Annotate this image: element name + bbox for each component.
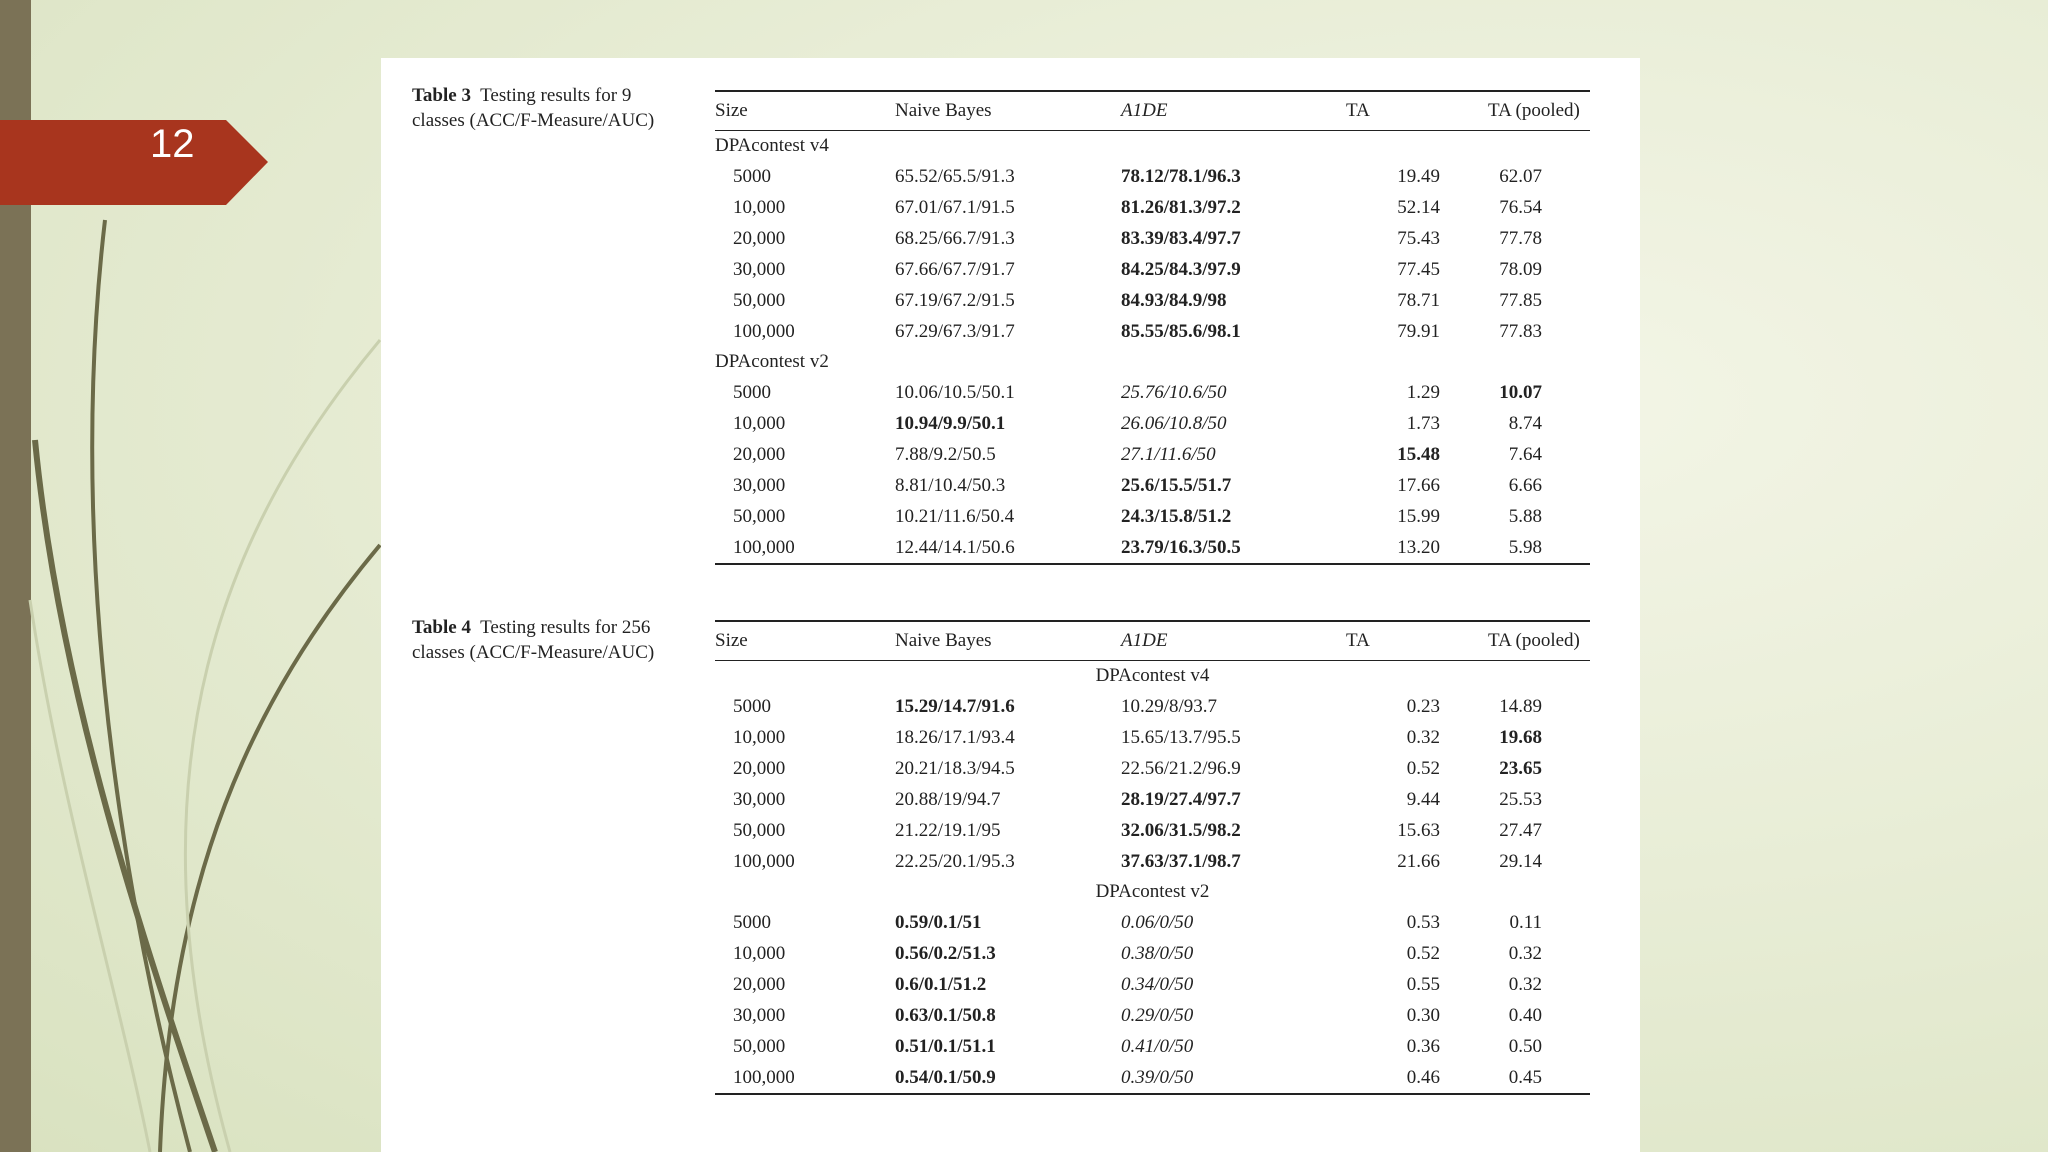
- group-label: DPAcontest v4: [715, 135, 829, 156]
- cell-ta-pooled: 5.98: [1508, 536, 1542, 558]
- cell-naive-bayes: 8.81/10.4/50.3: [895, 474, 1006, 496]
- table-row: [715, 907, 1590, 938]
- cell-a1de: 26.06/10.8/50: [1121, 412, 1227, 434]
- cell-ta-pooled: 6.66: [1508, 474, 1542, 496]
- cell-ta: 15.48: [1397, 443, 1440, 465]
- table-row: [715, 1031, 1590, 1062]
- cell-ta: 21.66: [1397, 850, 1440, 872]
- header-naive-bayes: Naive Bayes: [895, 630, 992, 651]
- cell-a1de: 0.38/0/50: [1121, 942, 1194, 964]
- cell-ta: 0.55: [1406, 973, 1440, 995]
- group-label: DPAcontest v2: [715, 351, 829, 372]
- cell-ta: 9.44: [1406, 788, 1440, 810]
- cell-ta: 13.20: [1397, 536, 1440, 558]
- table-row: [715, 691, 1590, 722]
- header-a1de: A1DE: [1121, 630, 1168, 651]
- table-row: [715, 532, 1590, 564]
- cell-ta-pooled: 0.40: [1508, 1004, 1542, 1026]
- cell-size: 50,000: [733, 289, 786, 311]
- cell-a1de: 37.63/37.1/98.7: [1121, 850, 1241, 872]
- cell-a1de: 23.79/16.3/50.5: [1121, 536, 1241, 558]
- table4-caption-text: Testing results for 256 classes (ACC/F-Measure/AUC): [412, 617, 655, 663]
- cell-ta: 0.30: [1406, 1004, 1440, 1026]
- header-ta: TA: [1346, 630, 1370, 651]
- table-row: [715, 1000, 1590, 1031]
- table4: [715, 620, 1590, 1095]
- cell-ta-pooled: 0.45: [1508, 1066, 1542, 1088]
- table-row: [715, 161, 1590, 192]
- cell-ta-pooled: 62.07: [1499, 165, 1542, 187]
- cell-naive-bayes: 20.21/18.3/94.5: [895, 757, 1015, 779]
- cell-ta-pooled: 5.88: [1508, 505, 1542, 527]
- cell-ta-pooled: 77.78: [1499, 227, 1542, 249]
- cell-a1de: 85.55/85.6/98.1: [1121, 320, 1241, 342]
- cell-a1de: 10.29/8/93.7: [1121, 695, 1218, 717]
- group-row: [715, 661, 1590, 692]
- header-naive-bayes: Naive Bayes: [895, 100, 992, 121]
- cell-ta-pooled: 77.83: [1499, 320, 1542, 342]
- cell-naive-bayes: 0.54/0.1/50.9: [895, 1066, 996, 1088]
- table-row: [715, 722, 1590, 753]
- cell-ta-pooled: 7.64: [1508, 443, 1542, 465]
- cell-a1de: 81.26/81.3/97.2: [1121, 196, 1241, 218]
- cell-ta: 1.73: [1406, 412, 1440, 434]
- table-row: [715, 377, 1590, 408]
- cell-a1de: 0.29/0/50: [1121, 1004, 1194, 1026]
- cell-size: 5000: [733, 381, 771, 403]
- cell-naive-bayes: 7.88/9.2/50.5: [895, 443, 996, 465]
- group-row: [715, 131, 1590, 162]
- table-row: [715, 439, 1590, 470]
- group-label: DPAcontest v2: [1095, 881, 1210, 902]
- cell-size: 100,000: [733, 536, 795, 558]
- header-ta-pooled: TA (pooled): [1488, 100, 1580, 121]
- cell-a1de: 0.39/0/50: [1121, 1066, 1194, 1088]
- cell-ta-pooled: 29.14: [1499, 850, 1542, 872]
- cell-size: 5000: [733, 165, 771, 187]
- cell-ta: 79.91: [1397, 320, 1440, 342]
- cell-a1de: 0.41/0/50: [1121, 1035, 1194, 1057]
- cell-naive-bayes: 10.06/10.5/50.1: [895, 381, 1015, 403]
- cell-ta-pooled: 0.11: [1509, 911, 1542, 933]
- header-size: Size: [715, 630, 748, 651]
- cell-ta: 0.53: [1406, 911, 1440, 933]
- cell-size: 10,000: [733, 942, 786, 964]
- cell-size: 10,000: [733, 196, 786, 218]
- table-row: [715, 753, 1590, 784]
- table4-caption: [412, 615, 682, 665]
- cell-a1de: 28.19/27.4/97.7: [1121, 788, 1241, 810]
- cell-ta: 1.29: [1406, 381, 1440, 403]
- cell-ta-pooled: 14.89: [1499, 695, 1542, 717]
- table4-caption-label: Table 4: [412, 617, 471, 638]
- cell-a1de: 22.56/21.2/96.9: [1121, 757, 1241, 779]
- cell-a1de: 24.3/15.8/51.2: [1121, 505, 1232, 527]
- cell-naive-bayes: 0.63/0.1/50.8: [895, 1004, 996, 1026]
- cell-size: 20,000: [733, 443, 786, 465]
- cell-ta: 0.32: [1406, 726, 1440, 748]
- cell-naive-bayes: 67.01/67.1/91.5: [895, 196, 1015, 218]
- cell-ta: 19.49: [1397, 165, 1440, 187]
- cell-naive-bayes: 0.51/0.1/51.1: [895, 1035, 996, 1057]
- cell-size: 50,000: [733, 505, 786, 527]
- table4-header-row: [715, 621, 1590, 661]
- cell-naive-bayes: 15.29/14.7/91.6: [895, 695, 1015, 717]
- cell-ta-pooled: 10.07: [1499, 381, 1542, 403]
- cell-ta-pooled: 0.50: [1508, 1035, 1542, 1057]
- cell-a1de: 84.93/84.9/98: [1121, 289, 1227, 311]
- slide-number: 12: [150, 122, 195, 166]
- cell-a1de: 84.25/84.3/97.9: [1121, 258, 1241, 280]
- cell-ta: 52.14: [1397, 196, 1440, 218]
- cell-naive-bayes: 68.25/66.7/91.3: [895, 227, 1015, 249]
- cell-naive-bayes: 21.22/19.1/95: [895, 819, 1001, 841]
- table-row: [715, 1062, 1590, 1094]
- table-row: [715, 408, 1590, 439]
- cell-ta-pooled: 27.47: [1499, 819, 1542, 841]
- cell-ta-pooled: 0.32: [1508, 942, 1542, 964]
- cell-a1de: 83.39/83.4/97.7: [1121, 227, 1241, 249]
- cell-naive-bayes: 12.44/14.1/50.6: [895, 536, 1015, 558]
- cell-naive-bayes: 22.25/20.1/95.3: [895, 850, 1015, 872]
- cell-naive-bayes: 10.21/11.6/50.4: [895, 505, 1015, 527]
- cell-ta: 0.46: [1406, 1066, 1440, 1088]
- cell-naive-bayes: 0.6/0.1/51.2: [895, 973, 987, 995]
- cell-ta: 0.36: [1406, 1035, 1440, 1057]
- table-row: [715, 938, 1590, 969]
- cell-size: 30,000: [733, 474, 786, 496]
- table-row: [715, 846, 1590, 877]
- cell-size: 100,000: [733, 850, 795, 872]
- header-ta-pooled: TA (pooled): [1488, 630, 1580, 651]
- cell-a1de: 27.1/11.6/50: [1121, 443, 1216, 465]
- cell-naive-bayes: 67.19/67.2/91.5: [895, 289, 1015, 311]
- cell-a1de: 0.34/0/50: [1121, 973, 1194, 995]
- cell-ta: 75.43: [1397, 227, 1440, 249]
- table-row: [715, 501, 1590, 532]
- cell-size: 20,000: [733, 973, 786, 995]
- cell-size: 100,000: [733, 320, 795, 342]
- cell-ta: 15.63: [1397, 819, 1440, 841]
- cell-a1de: 15.65/13.7/95.5: [1121, 726, 1241, 748]
- cell-naive-bayes: 0.59/0.1/51: [895, 911, 982, 933]
- cell-size: 20,000: [733, 227, 786, 249]
- cell-naive-bayes: 18.26/17.1/93.4: [895, 726, 1015, 748]
- group-label: DPAcontest v4: [1095, 665, 1210, 686]
- cell-size: 30,000: [733, 788, 786, 810]
- slide-number-tab: [0, 120, 268, 205]
- cell-ta-pooled: 0.32: [1508, 973, 1542, 995]
- cell-a1de: 78.12/78.1/96.3: [1121, 165, 1241, 187]
- header-ta: TA: [1346, 100, 1370, 121]
- table-row: [715, 470, 1590, 501]
- table3-caption: [412, 83, 682, 133]
- table-row: [715, 815, 1590, 846]
- cell-naive-bayes: 0.56/0.2/51.3: [895, 942, 996, 964]
- cell-ta: 17.66: [1397, 474, 1440, 496]
- cell-size: 10,000: [733, 412, 786, 434]
- cell-ta: 15.99: [1397, 505, 1440, 527]
- cell-size: 20,000: [733, 757, 786, 779]
- cell-naive-bayes: 67.29/67.3/91.7: [895, 320, 1015, 342]
- cell-naive-bayes: 20.88/19/94.7: [895, 788, 1001, 810]
- cell-a1de: 25.6/15.5/51.7: [1121, 474, 1232, 496]
- cell-naive-bayes: 67.66/67.7/91.7: [895, 258, 1015, 280]
- group-row: [715, 347, 1590, 377]
- cell-ta-pooled: 77.85: [1499, 289, 1542, 311]
- cell-size: 50,000: [733, 1035, 786, 1057]
- cell-ta: 0.52: [1406, 942, 1440, 964]
- header-a1de: A1DE: [1121, 100, 1168, 121]
- cell-ta: 77.45: [1397, 258, 1440, 280]
- cell-size: 5000: [733, 911, 771, 933]
- cell-a1de: 25.76/10.6/50: [1121, 381, 1227, 403]
- cell-size: 30,000: [733, 1004, 786, 1026]
- cell-size: 100,000: [733, 1066, 795, 1088]
- cell-size: 10,000: [733, 726, 786, 748]
- cell-naive-bayes: 10.94/9.9/50.1: [895, 412, 1006, 434]
- table-row: [715, 285, 1590, 316]
- cell-naive-bayes: 65.52/65.5/91.3: [895, 165, 1015, 187]
- table-row: [715, 254, 1590, 285]
- table-row: [715, 192, 1590, 223]
- group-row: [715, 877, 1590, 907]
- header-size: Size: [715, 100, 748, 121]
- table-row: [715, 969, 1590, 1000]
- cell-ta-pooled: 23.65: [1499, 757, 1542, 779]
- table3-caption-label: Table 3: [412, 85, 471, 106]
- cell-size: 5000: [733, 695, 771, 717]
- cell-ta: 0.52: [1406, 757, 1440, 779]
- cell-ta-pooled: 76.54: [1499, 196, 1542, 218]
- cell-ta: 78.71: [1397, 289, 1440, 311]
- cell-ta: 0.23: [1406, 695, 1440, 717]
- table3-caption-text: Testing results for 9 classes (ACC/F-Measure/AUC): [412, 85, 655, 131]
- cell-ta-pooled: 78.09: [1499, 258, 1542, 280]
- cell-size: 50,000: [733, 819, 786, 841]
- cell-a1de: 32.06/31.5/98.2: [1121, 819, 1241, 841]
- cell-ta-pooled: 25.53: [1499, 788, 1542, 810]
- table-row: [715, 316, 1590, 347]
- cell-a1de: 0.06/0/50: [1121, 911, 1194, 933]
- cell-ta-pooled: 19.68: [1499, 726, 1542, 748]
- table-row: [715, 784, 1590, 815]
- cell-ta-pooled: 8.74: [1508, 412, 1542, 434]
- table3: [715, 90, 1590, 565]
- cell-size: 30,000: [733, 258, 786, 280]
- table-row: [715, 223, 1590, 254]
- table3-header-row: [715, 91, 1590, 131]
